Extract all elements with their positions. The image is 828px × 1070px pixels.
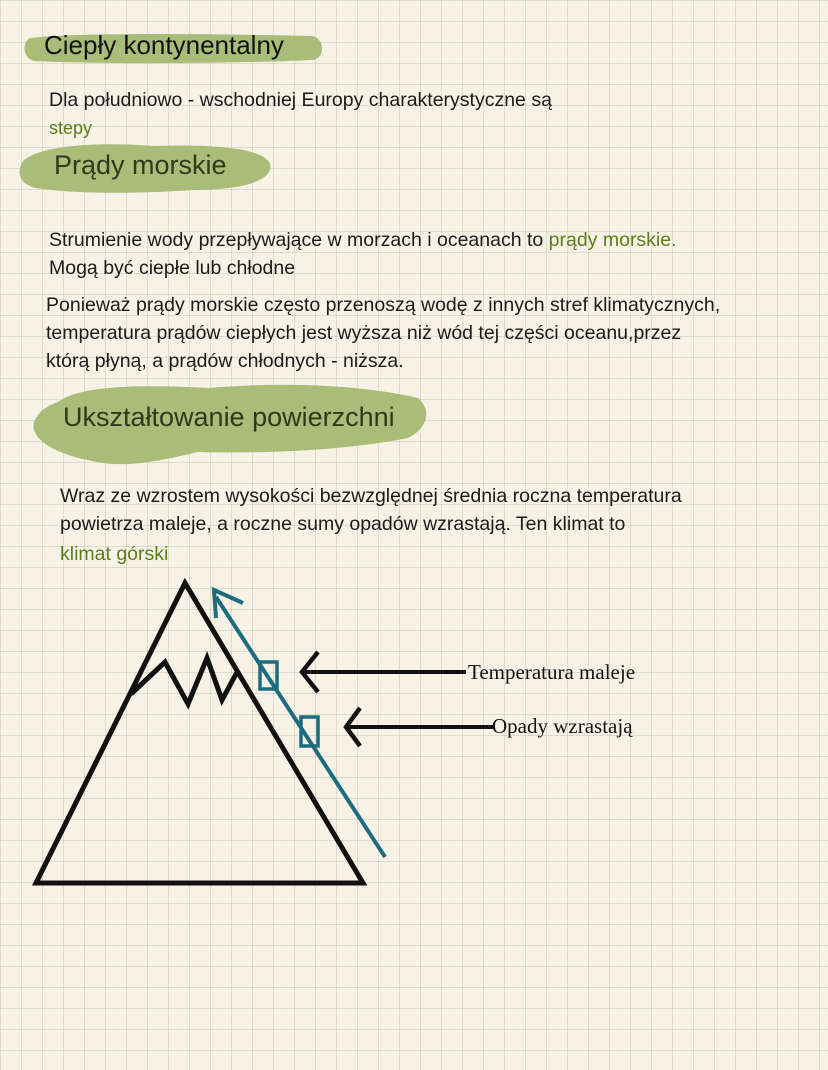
text-line-content: Strumienie wody przepływające w morzach i oceanach to: [49, 229, 549, 251]
text-line: Wraz ze wzrostem wysokości bezwzględnej średnia roczna temperatura: [60, 485, 682, 507]
text-line: powietrza maleje, a roczne sumy opadów wzrastają. Ten klimat to: [60, 513, 626, 535]
term-prady-morskie: prądy morskie.: [548, 229, 677, 251]
section-heading-uksztaltowanie-powierzchni: Ukształtowanie powierzchni: [63, 402, 395, 432]
snow-line: [132, 658, 236, 704]
term-klimat-gorski: klimat górski: [60, 543, 169, 565]
text-line: [49, 225, 677, 255]
paragraph-line: Ponieważ prądy morskie często przenoszą wodę z innych stref klimatycznych,: [46, 294, 721, 316]
paragraph-line: temperatura prądów ciepłych jest wyższa niż wód tej części oceanu,przez: [46, 322, 682, 344]
mountain-outline: [36, 583, 363, 883]
text-line: Mogą być ciepłe lub chłodne: [49, 257, 296, 279]
text-line: Dla południowo - wschodniej Europy charakterystyczne są: [49, 89, 552, 111]
section-heading-cieply-kontynentalny: Ciepły kontynentalny: [44, 30, 284, 60]
label-temperature: Temperatura maleje: [468, 660, 636, 684]
label-precipitation: Opady wzrastają: [492, 714, 633, 738]
section-heading-prady-morskie: Prądy morskie: [54, 150, 227, 180]
paragraph-line: którą płyną, a prądów chłodnych - niższa.: [46, 350, 404, 372]
term-stepy: stepy: [49, 118, 93, 138]
